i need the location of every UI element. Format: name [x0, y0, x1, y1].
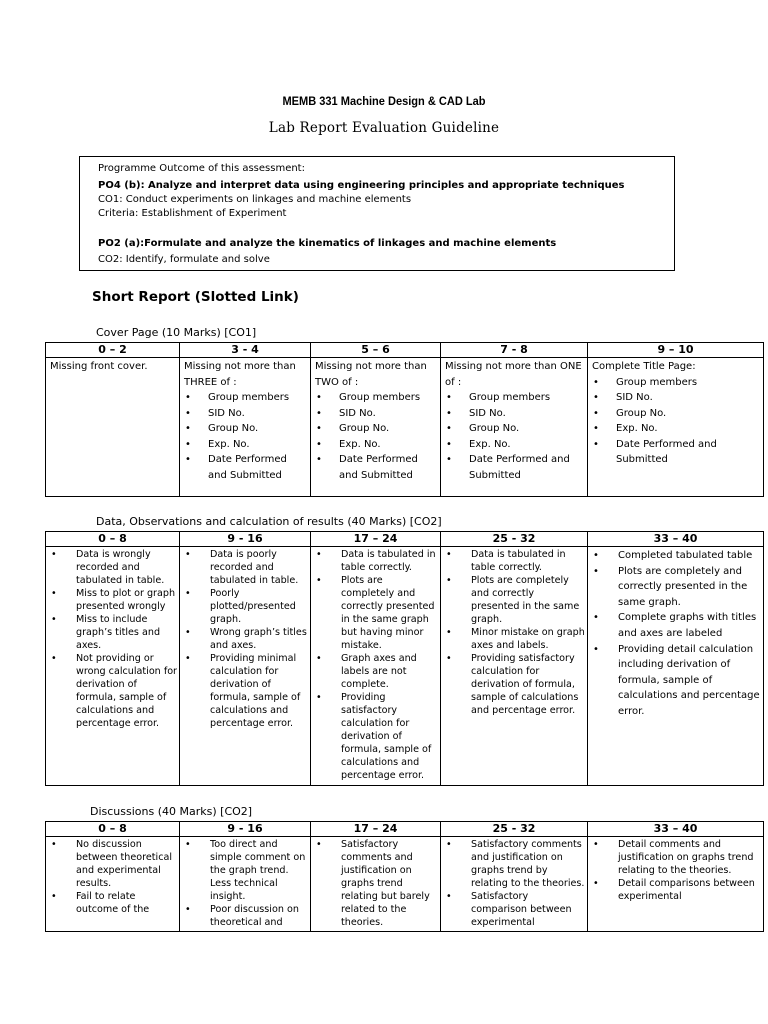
- list-item: • Date Performed and Submitted: [445, 452, 585, 483]
- table-row: [46, 358, 764, 497]
- bullet-list: [592, 838, 761, 903]
- data-observations-caption: Data, Observations and calculation of results (40 Marks) [CO2]: [96, 515, 442, 528]
- table-header-row: [46, 343, 764, 358]
- list-item: • SID No.: [184, 406, 308, 422]
- table-header-row: [46, 532, 764, 547]
- score-band-header: 25 - 32: [441, 822, 588, 837]
- score-band-header: 0 – 8: [46, 532, 180, 547]
- po4-statement: PO4 (b): Analyze and interpret data using engineering principles and appropriate techniques: [98, 180, 625, 191]
- criteria-cell: [46, 837, 180, 932]
- discussions-caption: Discussions (40 Marks) [CO2]: [90, 805, 253, 818]
- cell-lead-text: Missing not more than TWO of :: [315, 361, 427, 388]
- criteria-cell: [311, 547, 441, 786]
- score-band-header: 33 – 40: [588, 532, 764, 547]
- list-item: • Wrong graph’s titles and axes.: [184, 626, 308, 652]
- criteria-cell: [180, 547, 311, 786]
- bullet-list: [445, 838, 585, 929]
- score-band-header: 9 - 16: [180, 822, 311, 837]
- document-title: Lab Report Evaluation Guideline: [268, 120, 500, 136]
- list-item: • No discussion between theoretical and experimental results.: [50, 838, 177, 890]
- list-item: • Exp. No.: [592, 421, 761, 437]
- list-item: • Group No.: [184, 421, 308, 437]
- list-item: • Poor discussion on theoretical and: [184, 903, 308, 929]
- list-item: • Miss to include graph’s titles and axes.: [50, 613, 177, 652]
- list-item: • Group members: [592, 375, 761, 391]
- list-item: • Data is wrongly recorded and tabulated in table.: [50, 548, 177, 587]
- criteria-cell: [311, 837, 441, 932]
- list-item: • Data is tabulated in table correctly.: [445, 548, 585, 574]
- list-item: • Complete graphs with titles and axes are labeled: [592, 610, 761, 641]
- list-item: • Poorly plotted/presented graph.: [184, 587, 308, 626]
- list-item: • Fail to relate outcome of the: [50, 890, 177, 916]
- discussions-rubric-table: [45, 821, 764, 932]
- bullet-list: [592, 548, 761, 720]
- list-item: • Plots are completely and correctly presented in the same graph.: [445, 574, 585, 626]
- score-band-header: 0 – 8: [46, 822, 180, 837]
- list-item: • Satisfactory comments and justification on graphs trend relating but barely related to the theories.: [315, 838, 438, 929]
- list-item: • Detail comments and justification on graphs trend relating to the theories.: [592, 838, 761, 877]
- score-band-header: 9 - 16: [180, 532, 311, 547]
- co1-statement: CO1: Conduct experiments on linkages and machine elements: [98, 194, 412, 205]
- bullet-list: [445, 390, 585, 483]
- list-item: • Group members: [315, 390, 438, 406]
- score-band-header: 7 - 8: [441, 343, 588, 358]
- list-item: • Date Performed and Submitted: [184, 452, 308, 483]
- score-band-header: 5 – 6: [311, 343, 441, 358]
- list-item: • Exp. No.: [315, 437, 438, 453]
- po2-statement: PO2 (a):Formulate and analyze the kinematics of linkages and machine elements: [98, 238, 557, 249]
- list-item: • SID No.: [315, 406, 438, 422]
- list-item: • SID No.: [445, 406, 585, 422]
- list-item: • Providing satisfactory calculation for derivation of formula, sample of calculations and percentage error.: [315, 691, 438, 782]
- bullet-list: [315, 548, 438, 782]
- cell-lead-text: Missing not more than ONE of :: [445, 361, 582, 388]
- list-item: • Group No.: [315, 421, 438, 437]
- list-item: • Providing satisfactory calculation for derivation of formula, sample of calculations and percentage error.: [445, 652, 585, 717]
- criteria-cell: [441, 358, 588, 497]
- list-item: • Too direct and simple comment on the graph trend. Less technical insight.: [184, 838, 308, 903]
- bullet-list: [50, 838, 177, 916]
- cell-lead-text: Missing not more than THREE of :: [184, 361, 296, 388]
- bullet-list: [445, 548, 585, 717]
- criteria-statement: Criteria: Establishment of Experiment: [98, 208, 287, 219]
- score-band-header: 25 - 32: [441, 532, 588, 547]
- criteria-cell: [588, 358, 764, 497]
- cover-page-rubric-table: [45, 342, 764, 497]
- list-item: • Data is tabulated in table correctly.: [315, 548, 438, 574]
- list-item: • Completed tabulated table: [592, 548, 761, 564]
- criteria-cell: [441, 547, 588, 786]
- score-band-header: 17 – 24: [311, 532, 441, 547]
- bullet-list: [50, 548, 177, 730]
- list-item: • Providing minimal calculation for derivation of formula, sample of calculations and percentage error.: [184, 652, 308, 730]
- list-item: • Date Performed and Submitted: [315, 452, 438, 483]
- score-band-header: 33 – 40: [588, 822, 764, 837]
- criteria-cell: [588, 547, 764, 786]
- list-item: • Satisfactory comparison between experimental: [445, 890, 585, 929]
- list-item: • Exp. No.: [445, 437, 585, 453]
- criteria-cell: [46, 547, 180, 786]
- list-item: • Detail comparisons between experimental: [592, 877, 761, 903]
- list-item: • Satisfactory comments and justification on graphs trend by relating to the theories.: [445, 838, 585, 890]
- section-title: Short Report (Slotted Link): [92, 289, 299, 305]
- list-item: • SID No.: [592, 390, 761, 406]
- programme-outcome-box: [79, 156, 675, 271]
- cover-page-caption: Cover Page (10 Marks) [CO1]: [96, 326, 257, 339]
- criteria-cell: [180, 837, 311, 932]
- criteria-cell: [588, 837, 764, 932]
- list-item: • Plots are completely and correctly presented in the same graph but having minor mistake.: [315, 574, 438, 652]
- list-item: • Group members: [184, 390, 308, 406]
- list-item: • Group No.: [445, 421, 585, 437]
- score-band-header: 0 – 2: [46, 343, 180, 358]
- cell-lead-text: Missing front cover.: [50, 361, 148, 372]
- table-row: [46, 837, 764, 932]
- list-item: • Group No.: [592, 406, 761, 422]
- score-band-header: 3 - 4: [180, 343, 311, 358]
- bullet-list: [184, 838, 308, 929]
- list-item: • Date Performed and Submitted: [592, 437, 761, 468]
- score-band-header: 9 – 10: [588, 343, 764, 358]
- list-item: • Not providing or wrong calculation for derivation of formula, sample of calculations and percentage error.: [50, 652, 177, 730]
- bullet-list: [315, 390, 438, 483]
- list-item: • Data is poorly recorded and tabulated in table.: [184, 548, 308, 587]
- table-row: [46, 547, 764, 786]
- bullet-list: [184, 548, 308, 730]
- outcome-intro: Programme Outcome of this assessment:: [98, 163, 305, 174]
- table-header-row: [46, 822, 764, 837]
- bullet-list: [184, 390, 308, 483]
- criteria-cell: [46, 358, 180, 497]
- list-item: • Plots are completely and correctly presented in the same graph.: [592, 564, 761, 611]
- list-item: • Miss to plot or graph presented wrongly: [50, 587, 177, 613]
- criteria-cell: [311, 358, 441, 497]
- data-observations-rubric-table: [45, 531, 764, 786]
- bullet-list: [592, 375, 761, 468]
- list-item: • Minor mistake on graph axes and labels.: [445, 626, 585, 652]
- list-item: • Graph axes and labels are not complete.: [315, 652, 438, 691]
- criteria-cell: [180, 358, 311, 497]
- criteria-cell: [441, 837, 588, 932]
- cell-lead-text: Complete Title Page:: [592, 361, 696, 372]
- co2-statement: CO2: Identify, formulate and solve: [98, 254, 270, 265]
- list-item: • Providing detail calculation including derivation of formula, sample of calculations and percentage error.: [592, 642, 761, 720]
- list-item: • Group members: [445, 390, 585, 406]
- course-title: MEMB 331 Machine Design & CAD Lab: [282, 94, 486, 108]
- score-band-header: 17 – 24: [311, 822, 441, 837]
- list-item: • Exp. No.: [184, 437, 308, 453]
- bullet-list: [315, 838, 438, 929]
